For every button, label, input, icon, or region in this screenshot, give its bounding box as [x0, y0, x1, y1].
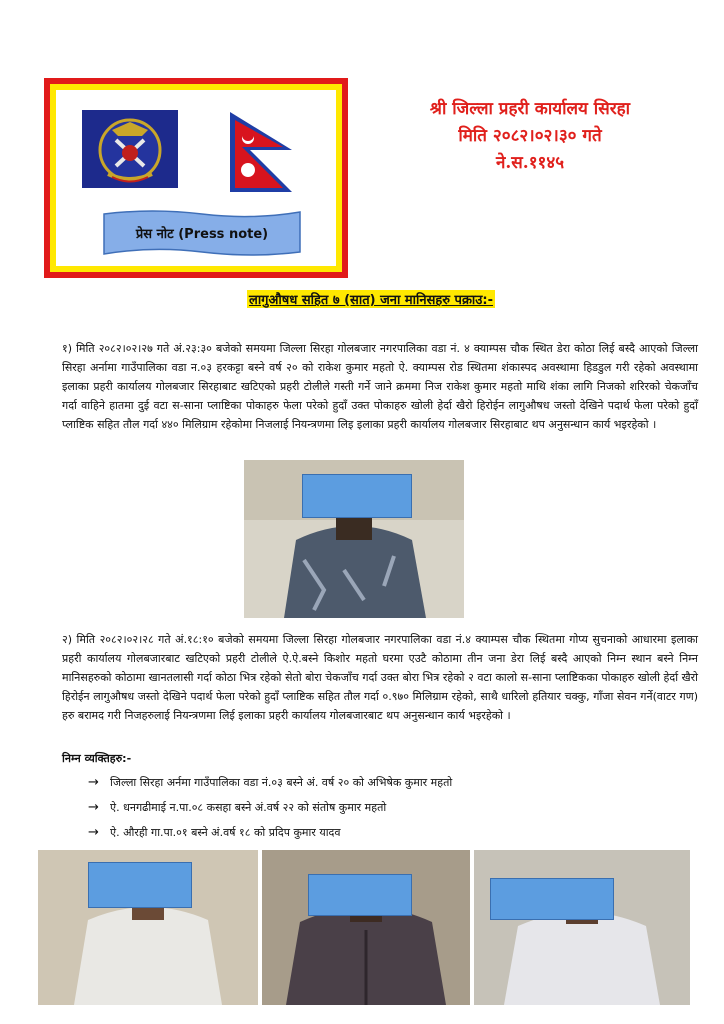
nepal-flag-icon	[228, 110, 298, 194]
suspect-photo-1	[244, 460, 464, 618]
paragraph-case-1: १) मिति २०८२।०२।२७ गते अं.२३:३० बजेको समयमा जिल्ला सिरहा गोलबजार नगरपालिका वडा नं. ४ क्याम्पस चौक स्थित डेरा कोठा लिई बस्दै आएको जिल्ला सिरहा अर्नामा गाउँपालिका वडा न.०३ हरकट्टा बस्ने वर्ष २० को राकेश कुमार महतो ऐ. क्याम्पस रोड स्थितमा शंकास्पद अवस्थामा हिडडुल गरी रहेको अवस्थामा इलाका प्रहरी कार्यालय गोलबजार सिरहाबाट खटिएको प्रहरी टोलीले गस्ती गर्ने जाने क्रममा निज राकेश कुमार महतो माथि शंका लागि निजको शरिरको चेकजाँच गर्दा वाहिने हातमा दुई वटा स-साना प्लाष्टिका पोकाहरु फेला परेको हुदाँ उक्त पोकाहरु खोली हेर्दा खैरो हिरोईन लागुऔषध जस्तो देखिने पदार्थ फेला परेको हुदाँ प्लाष्टिक सहित तौल गर्दा ४४० मिलिग्राम रहेकोमा निजलाई नियन्त्रणमा लिइ इलाका प्रहरी कार्यालय गोलबजार सिरहाबाट थप अनुसन्धान कार्य भइरहेको ।	[62, 342, 698, 431]
person-list-item	[88, 800, 386, 815]
office-header	[380, 96, 680, 177]
face-redaction-box	[88, 862, 192, 908]
face-redaction-box	[308, 874, 412, 916]
office-title: श्री जिल्ला प्रहरी कार्यालय सिरहा	[429, 99, 631, 119]
persons-list-title: निम्न व्यक्तिहरु:-	[62, 752, 132, 765]
face-redaction-box	[490, 878, 614, 920]
person-list-item	[88, 775, 452, 790]
suspect-photo-3	[262, 850, 470, 1005]
nepal-sambat-year: ने.स.११४५	[495, 153, 565, 173]
paragraph-case-2: २) मिति २०८२।०२।२८ गते अं.१८:१० बजेको समयमा जिल्ला सिरहा गोलबजार नगरपालिका वडा नं.४ क्याम्पस चौक स्थितमा गोप्य सुचनाको आधारमा इलाका प्रहरी कार्यालय गोलबजारबाट खटिएको प्रहरी टोलीले ऐ.ऐ.बस्ने किशोर महतो घरमा एउटै कोठामा तीन जना डेरा लिई बस्दै आएको निम्न स्थान बस्ने निम्न मानिसहरुको कोठामा खानतलासी गर्दा कोठा भित्र रहेको सेतो बोरा चेकजाँच गर्दा उक्त बोरा भित्र रहेको २ वटा कालो स-साना प्लाष्टिकका पोकाहरु खोली हेर्दा खैरो हिरोईन लागुऔषध जस्तो देखिने पदार्थ फेला परेको हुदाँ प्लाष्टिक सहित तौल गर्दा ०.९७० मिलिग्राम रहेको, साथै धारिलो हतियार चक्कु, गाँजा सेवन गर्ने(वाटर गण) हरु बरामद गरी निजहरुलाई नियन्त्रणमा लिई इलाका प्रहरी कार्यालय गोलबजारबाट थप अनुसन्धान कार्य भइरहेको ।	[62, 633, 698, 722]
face-redaction-box	[302, 474, 412, 518]
arrow-right-icon: →	[88, 825, 99, 840]
header-logo-box	[44, 78, 348, 278]
arrow-right-icon: →	[88, 800, 99, 815]
suspect-photo-2	[38, 850, 258, 1005]
person-list-item	[88, 825, 341, 840]
press-note-label: प्रेस नोट (Press note)	[135, 227, 269, 242]
page-headline: लागुऔषध सहित ७ (सात) जना मानिसहरु पक्राउ:-	[247, 290, 495, 308]
header-logo-inner	[56, 90, 336, 266]
person-text: ऐ. धनगढीमाई न.पा.०८ कसहा बस्ने अं.वर्ष २२ को संतोष कुमार महतो	[110, 801, 387, 814]
press-date: मिति २०८२।०२।३० गते	[458, 126, 602, 146]
nepal-police-emblem-icon	[82, 110, 178, 188]
person-text: ऐ. औरही गा.पा.०१ बस्ने अं.वर्ष १८ को प्रदिप कुमार यादव	[110, 826, 341, 839]
person-text: जिल्ला सिरहा अर्नमा गाउँपालिका वडा नं.०३ बस्ने अं. वर्ष २० को अभिषेक कुमार महतो	[110, 776, 453, 789]
arrow-right-icon: →	[88, 775, 99, 790]
suspect-photo-4	[474, 850, 690, 1005]
